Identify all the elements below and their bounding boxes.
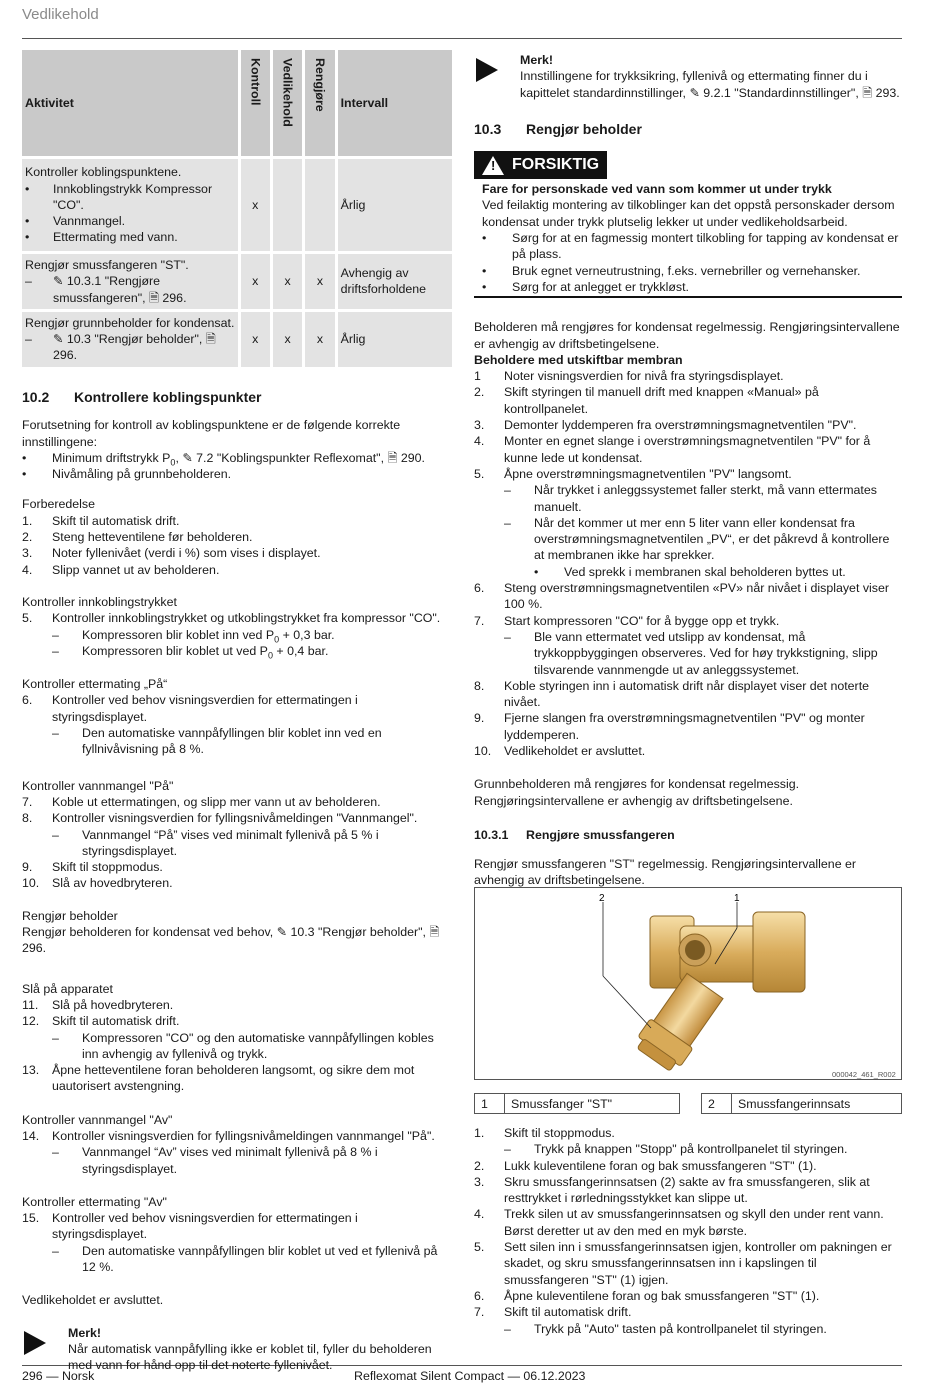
paragraph: Rengjør smussfangeren "ST" regelmessig. Rengjøringsintervallene er avhengig av driftsbetingelsene. bbox=[474, 857, 857, 888]
list-item: 2. Skift styringen til manuell drift med knappen «Manual» på kontrollpanelet. bbox=[474, 385, 819, 416]
list-item: 9. Fjerne slangen fra overstrømningsmagnetventilen "PV" og monter lyddemperen. bbox=[474, 711, 865, 742]
list-item: 4. Monter en egnet slange i overstrømningsmagnetventilen "PV" for å kunne lede ut kondensat. bbox=[474, 434, 871, 465]
figure-legend-2 bbox=[701, 1093, 902, 1114]
list-item: 5. Sett silen inn i smussfangerinnsatsen igjen, kontroller om pakningen er skadet, og skru smussfangerinnsatsen inn i kapslingen til smussfangeren "ST" (1) igjen. bbox=[474, 1240, 892, 1287]
vedlikehold-cell: x bbox=[273, 312, 302, 367]
activity-bullet: Innkoblingstrykk Kompressor "CO". bbox=[53, 181, 213, 212]
list-item: 6. Åpne kuleventilene foran og bak smussfangeren "ST" (1). bbox=[474, 1288, 820, 1303]
interval-cell: Årlig bbox=[338, 159, 452, 251]
figure-label-1: 1 bbox=[734, 893, 740, 904]
list-item: – Trykk på knappen "Stopp" på kontrollpanelet til styringen. bbox=[504, 1142, 848, 1157]
paragraph: Beholderen må rengjøres for kondensat regelmessig. Rengjøringsintervallene er avhengig av driftsbetingelsene. bbox=[474, 320, 900, 351]
list-item: – Kompressoren blir koblet inn ved $P_0 + 0,3$ bar. bbox=[52, 627, 335, 645]
table-row bbox=[22, 312, 452, 367]
figure-label-2: 2 bbox=[599, 893, 605, 904]
list-item: – Den automatiske vannpåfyllingen blir koblet ut ved et fyllenivå på 12 %. bbox=[52, 1243, 438, 1275]
warning-bullet: • Sørg for at anlegget er trykkløst. bbox=[482, 279, 689, 294]
note-box bbox=[22, 1325, 452, 1374]
activity-text: Kontroller koblingspunktene. bbox=[25, 165, 182, 180]
activity-bullet: Vannmangel. bbox=[53, 214, 126, 229]
section-heading-10-3-1: 10.3.1 Rengjøre smussfangeren bbox=[474, 827, 675, 842]
maintenance-table bbox=[19, 47, 455, 370]
list-item: 8. Kontroller visningsverdien for fyllingsnivåmeldingen "Vannmangel". bbox=[22, 811, 418, 826]
legend-text: Smussfangerinnsats bbox=[732, 1094, 902, 1114]
strainer-illustration bbox=[475, 888, 901, 1079]
col-header-activity: Aktivitet bbox=[22, 50, 238, 156]
subheading: Forberedelse bbox=[22, 497, 96, 512]
list-item: 7. Start kompressoren "CO" for å bygge opp et trykk. bbox=[474, 613, 780, 628]
warning-box bbox=[474, 151, 902, 298]
list-item: 8. Koble styringen inn i automatisk drift når displayet viser det noterte nivået. bbox=[474, 678, 870, 710]
table-header-row bbox=[22, 50, 452, 156]
strainer-figure bbox=[474, 887, 902, 1080]
list-item: 6. Kontroller ved behov visningsverdien for ettermatingen i styringsdisplayet. bbox=[22, 693, 358, 724]
list-item: – Ble vann ettermatet ved utslipp av kondensat, må trykkoppbyggingen observeres. Ved for høy trykkstigning, slipp tilsvarende vannmengde ut av anleggssystemet. bbox=[504, 629, 878, 677]
header-rule bbox=[22, 38, 902, 39]
warning-triangle-icon: ! bbox=[482, 156, 504, 175]
note-title: Merk! bbox=[520, 53, 554, 67]
rengjore-cell: x bbox=[305, 254, 334, 309]
list-item: – Vannmangel “På” vises ved minimalt fyllenivå på 5 % i styringsdisplayet. bbox=[52, 827, 379, 858]
list-item: – Den automatiske vannpåfyllingen blir koblet inn ved en fyllnivåvisning på 8 %. bbox=[52, 726, 382, 757]
right-column bbox=[474, 52, 902, 889]
activity-cell: Rengjør smussfangeren "ST". – ✎ 10.3.1 "Rengjøre smussfangeren", 🗎 296. bbox=[22, 254, 238, 309]
list-item: 13. Åpne hetteventilene foran beholderen langsomt, og sikre dem mot uautorisert avstengning. bbox=[22, 1063, 415, 1094]
list-item: • Minimum driftstrykk $P_0$, ✎ 7.2 "Koblingspunkter Reflexomat", 🗎 290. bbox=[22, 450, 425, 468]
interval-cell: Avhengig av driftsforholdene bbox=[338, 254, 452, 309]
list-item: • Ved sprekk i membranen skal beholderen byttes ut. bbox=[534, 564, 846, 579]
subheading: Beholdere med utskiftbar membran bbox=[474, 352, 683, 367]
legend-number: 2 bbox=[702, 1094, 732, 1114]
note-arrow-icon bbox=[24, 1331, 46, 1355]
vedlikehold-cell: x bbox=[273, 254, 302, 309]
list-item: 5. Kontroller innkoblingstrykket og utkoblingstrykket fra kompressor "CO". bbox=[22, 611, 441, 626]
list-item: 6. Steng overstrømningsmagnetventilen «PV» når nivået i displayet viser 100 %. bbox=[474, 581, 889, 612]
paragraph: Grunnbeholderen må rengjøres for kondensat regelmessig. Rengjøringsintervallene er avhengig av driftsbetingelsene. bbox=[474, 777, 800, 808]
kontroll-cell: x bbox=[241, 254, 270, 309]
list-item: 4. Slipp vannet ut av beholderen. bbox=[22, 562, 220, 577]
list-item: 15. Kontroller ved behov visningsverdien for ettermatingen i styringsdisplayet. bbox=[22, 1211, 358, 1242]
note-text: Innstillingene for trykksikring, fyllenivå og ettermating finner du i kapittelet standardinnstillinger, ✎ 9.2.1 "Standardinnstillinger", 🗎 293. bbox=[520, 69, 900, 100]
legend-number: 1 bbox=[475, 1094, 505, 1114]
kontroll-cell: x bbox=[241, 159, 270, 251]
subheading: Slå på apparatet bbox=[22, 981, 113, 996]
list-item: 7. Skift til automatisk drift. bbox=[474, 1305, 632, 1320]
warning-bullet: • Sørg for at en fagmessig montert tilkobling for tapping av kondensat er på plass. bbox=[482, 231, 899, 262]
activity-ref: ✎ 10.3 "Rengjør beholder", 🗎 296. bbox=[53, 332, 216, 363]
paragraph: Vedlikeholdet er avsluttet. bbox=[22, 1293, 164, 1308]
footer-page-language: 296 — Norsk bbox=[22, 1369, 95, 1383]
running-header: Vedlikehold bbox=[22, 6, 99, 23]
strainer-steps bbox=[474, 1125, 902, 1337]
rengjore-cell: x bbox=[305, 312, 334, 367]
list-item: 3. Skru smussfangerinnsatsen (2) sakte av fra smussfangeren, slik at resttrykket i rørledningsstykket kan slippe ut. bbox=[474, 1174, 870, 1206]
table-row bbox=[22, 159, 452, 251]
activity-ref: ✎ 10.3.1 "Rengjøre smussfangeren", 🗎 296. bbox=[53, 274, 187, 305]
warning-title: Fare for personskade ved vann som kommer ut under trykk bbox=[482, 182, 832, 197]
col-header-kontroll: Kontroll bbox=[241, 50, 270, 156]
subheading: Kontroller innkoblingstrykket bbox=[22, 594, 177, 609]
list-item: 2. Lukk kuleventilene foran og bak smussfangeren "ST" (1). bbox=[474, 1158, 817, 1173]
list-item: • Nivåmåling på grunnbeholderen. bbox=[22, 467, 232, 482]
list-item: 1. Skift til stoppmodus. bbox=[474, 1126, 615, 1140]
figure-code: 000042_461_R002 bbox=[832, 1070, 896, 1079]
figure-legend-1 bbox=[474, 1093, 680, 1114]
list-item: – Vannmangel “Av” vises ved minimalt fyllenivå på 8 % i styringsdisplayet. bbox=[52, 1145, 378, 1176]
activity-bullet: Ettermating med vann. bbox=[53, 230, 178, 245]
list-item: 3. Noter fyllenivået (verdi i %) som vises i displayet. bbox=[22, 546, 321, 561]
list-item: 10. Slå av hovedbryteren. bbox=[22, 876, 173, 891]
interval-cell: Årlig bbox=[338, 312, 452, 367]
subheading: Rengjør beholder bbox=[22, 908, 118, 923]
activity-text: Rengjør grunnbeholder for kondensat. bbox=[25, 315, 235, 330]
list-item: 4. Trekk silen ut av smussfangerinnsatsen og skyll den under rent vann. Børst deretter ut av den med en myk børste. bbox=[474, 1207, 884, 1238]
list-item: 14. Kontroller visningsverdien for fyllingsnivåmeldingen vannmangel "På". bbox=[22, 1128, 435, 1143]
note-arrow-icon bbox=[476, 58, 498, 82]
list-item: – Trykk på "Auto" tasten på kontrollpanelet til styringen. bbox=[504, 1321, 827, 1336]
vedlikehold-cell bbox=[273, 159, 302, 251]
col-header-vedlikehold: Vedlikehold bbox=[273, 50, 302, 156]
list-item: 1 Noter visningsverdien for nivå fra styringsdisplayet. bbox=[474, 369, 784, 384]
note-title: Merk! bbox=[68, 1325, 102, 1340]
col-header-rengjore: Rengjøre bbox=[305, 50, 334, 156]
section-heading-10-2: 10.2 Kontrollere koblingspunkter bbox=[22, 389, 262, 405]
list-item: – Når trykket i anleggssystemet faller sterkt, må vann ettermates manuelt. bbox=[504, 483, 877, 514]
list-item: 12. Skift til automatisk drift. bbox=[22, 1014, 180, 1029]
rengjore-cell bbox=[305, 159, 334, 251]
list-item: 5. Åpne overstrømningsmagnetventilen "PV" langsomt. bbox=[474, 466, 792, 481]
activity-cell: Kontroller koblingspunktene. • Innkoblingstrykk Kompressor "CO". • Vannmangel. • Ettermating med vann. bbox=[22, 159, 238, 251]
list-item: 3. Demonter lyddemperen fra overstrømningsmagnetventilen "PV". bbox=[474, 418, 857, 433]
warning-label: ! FORSIKTIG bbox=[474, 151, 607, 179]
list-item: – Kompressoren "CO" og den automatiske vannpåfyllingen kobles inn avhengig av fyllenivå og trykk. bbox=[52, 1030, 434, 1061]
legend-text: Smussfanger "ST" bbox=[505, 1094, 680, 1114]
list-item: 10. Vedlikeholdet er avsluttet. bbox=[474, 743, 646, 758]
list-item: 11. Slå på hovedbryteren. bbox=[22, 997, 174, 1012]
activity-text: Rengjør smussfangeren "ST". bbox=[25, 258, 189, 272]
left-column bbox=[22, 389, 452, 1374]
section-heading-10-3: 10.3 Rengjør beholder bbox=[474, 120, 642, 137]
activity-cell: Rengjør grunnbeholder for kondensat. – ✎ 10.3 "Rengjør beholder", 🗎 296. bbox=[22, 312, 238, 367]
subheading: Kontroller vannmangel "Av" bbox=[22, 1112, 173, 1127]
list-item: – Når det kommer ut mer enn 5 liter vann eller kondensat fra overstrømningsmagnetventilen „PV“, er det påkrevd å kontrollere at membranen ikke har sprekker. bbox=[504, 515, 890, 563]
list-item: 1. Skift til automatisk drift. bbox=[22, 513, 180, 528]
paragraph: Forutsetning for kontroll av koblingspunktene er de følgende korrekte innstillingene: bbox=[22, 418, 401, 449]
note-box bbox=[474, 52, 902, 101]
list-item: – Kompressoren blir koblet ut ved $P_0 + 0,4$ bar. bbox=[52, 643, 329, 661]
subheading: Kontroller vannmangel "På" bbox=[22, 778, 174, 793]
kontroll-cell: x bbox=[241, 312, 270, 367]
footer-product-date: Reflexomat Silent Compact — 06.12.2023 bbox=[354, 1369, 586, 1383]
warning-text: Ved feilaktig montering av tilkoblinger kan det oppstå personskader dersom kondensat under trykk plutselig lekker ut under vedlikeholdsarbeid. bbox=[482, 198, 895, 229]
note-text: Når automatisk vannpåfylling ikke er koblet til, fyller du beholderen med vann for hånd opp til det noterte fyllenivået. bbox=[68, 1341, 432, 1373]
subheading: Kontroller ettermating „På“ bbox=[22, 677, 168, 692]
table-row bbox=[22, 254, 452, 309]
subheading: Kontroller ettermating "Av" bbox=[22, 1194, 167, 1209]
paragraph: Rengjør beholderen for kondensat ved behov, ✎ 10.3 "Rengjør beholder", 🗎 296. bbox=[22, 925, 440, 956]
list-item: 2. Steng hetteventilene før beholderen. bbox=[22, 530, 253, 545]
col-header-interval: Intervall bbox=[338, 50, 452, 156]
warning-bullet: • Bruk egnet verneutrustning, f.eks. vernebriller og vernehansker. bbox=[482, 263, 861, 278]
list-item: 9. Skift til stoppmodus. bbox=[22, 860, 163, 875]
list-item: 7. Koble ut ettermatingen, og slipp mer vann ut av beholderen. bbox=[22, 794, 381, 809]
